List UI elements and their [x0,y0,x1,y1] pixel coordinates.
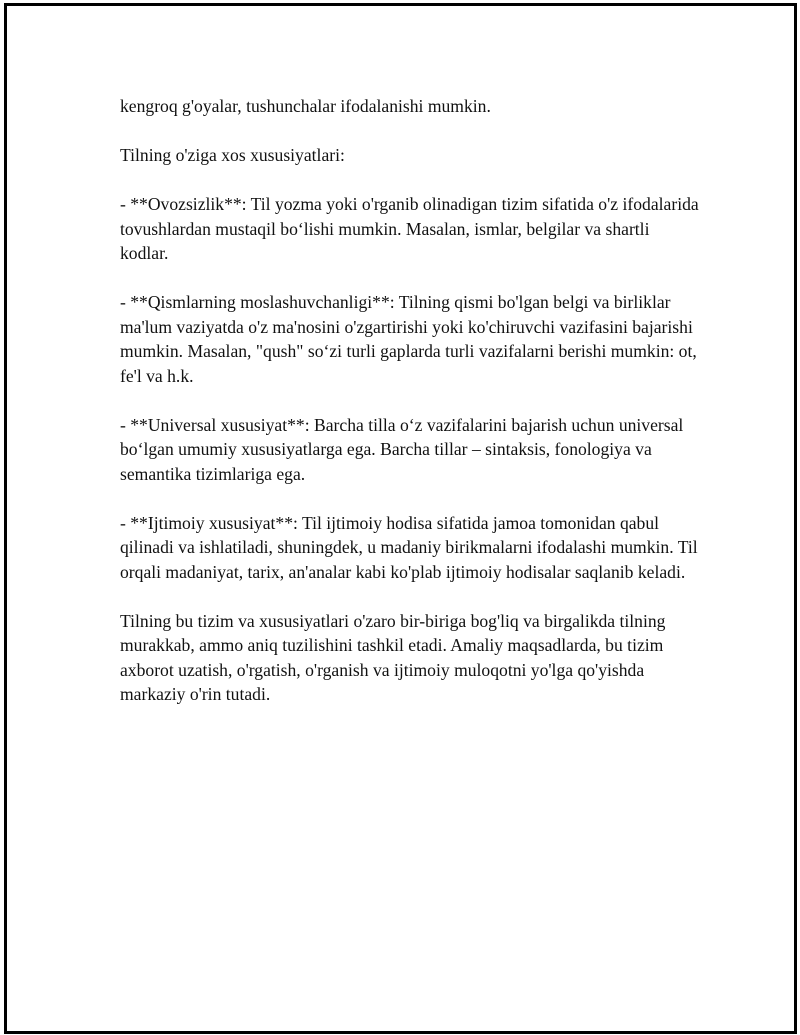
list-item-ijtimoiy-xususiyat: - **Ijtimoiy xususiyat**: Til ijtimoiy hodisa sifatida jamoa tomonidan qabul qilinadi va ishlatiladi, shuningdek, u madaniy birikmalarni ifodalashi mumkin. Til orqali madaniyat, tarix, an'analar kabi ko'plab ijtimoiy hodisalar saqlanib keladi. [120,512,698,582]
list-item-qismlarning-moslashuvchanligi: - **Qismlarning moslashuvchanligi**: Tilning qismi bo'lgan belgi va birliklar ma'lum vaziyatda o'z ma'nosini o'zgartirishi yoki ko'chiruvchi vazifasini bajarishi mumkin. Masalan, "qush" so‘zi turli gaplarda turli vazifalarni berishi mumkin: ot, fe'l va h.k. [120,292,697,386]
paragraph-intro-continuation: kengroq g'oyalar, tushunchalar ifodalanishi mumkin. [120,96,491,116]
document-page [4,3,797,1034]
paragraph-conclusion: Tilning bu tizim va xususiyatlari o'zaro bir-biriga bog'liq va birgalikda tilning murakkab, ammo aniq tuzilishini tashkil etadi. Amaliy maqsadlarda, bu tizim axborot uzatish, o'rgatish, o'rganish va ijtimoiy muloqotni yo'lga qo'yishda markaziy o'rin tutadi. [120,610,666,704]
document-body [120,94,700,731]
paragraph-features-heading: Tilning o'ziga xos xususiyatlari: [120,145,345,165]
list-item-ovozsizlik: - **Ovozsizlik**: Til yozma yoki o'rganib olinadigan tizim sifatida o'z ifodalarida tovushlardan mustaqil bo‘lishi mumkin. Masalan, ismlar, belgilar va shartli kodlar. [120,194,699,263]
list-item-universal-xususiyat: - **Universal xususiyat**: Barcha tilla o‘z vazifalarini bajarish uchun universal bo‘lgan umumiy xususiyatlarga ega. Barcha tillar – sintaksis, fonologiya va semantika tizimlariga ega. [120,414,684,484]
